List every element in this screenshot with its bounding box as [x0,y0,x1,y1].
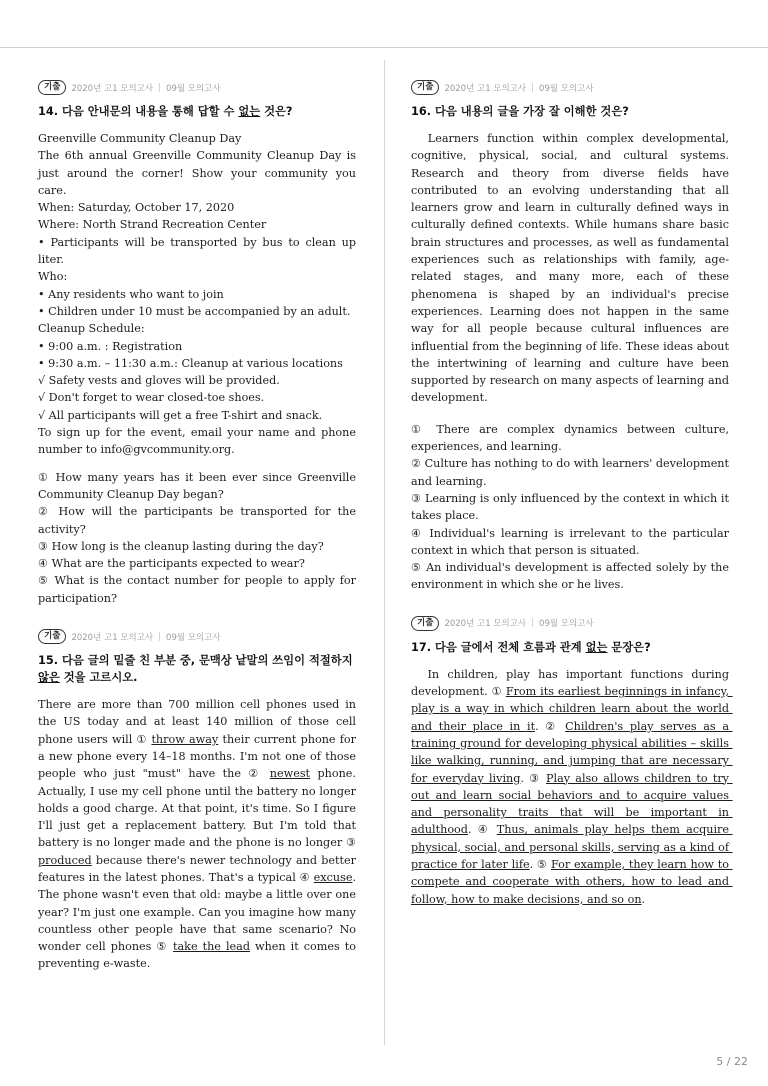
passage-segment: . The phone wasn't even that old: maybe a little over one year? I'm just one example. Can you imagine how many countless other people have that same scenario? No wonder cell phones ⑤ [38,870,356,954]
exam-month: 09월 모의고사 [166,83,221,94]
underlined-word: take the lead [173,940,250,954]
answer-option[interactable]: ⑤ An individual's development is affected solely by the environment in which she or he lives. [411,561,729,592]
notice-line: • Participants will be transported by bus to clean up liter. [38,235,356,267]
notice-line: To sign up for the event, email your name and phone number to info@gvcommunity.org. [38,426,356,457]
exam-year: 2020년 고1 모의고사 [444,619,527,630]
exam-tag-badge: 기출 [38,80,66,95]
question-title [38,103,356,120]
underlined-word: produced [38,853,92,867]
underlined-word: throw away [151,732,219,746]
notice-line: Who: [38,270,68,284]
underlined-sentence: For example, they learn how to compete and cooperate with others, how to lead and follow, how to make decisions, and so on [411,857,733,906]
title-emphasis: 없는 [238,105,261,118]
question-16 [411,80,733,594]
notice-line: • 9:30 a.m. – 11:30 a.m.: Cleanup at various locations [38,356,343,370]
passage-segment: There are more than 700 million cell phones used in the US today and at least 140 million of those cell phone users will ① [38,698,356,746]
exam-month: 09월 모의고사 [539,83,594,94]
title-text: 14. 다음 안내문의 내용을 통해 답할 수 [38,105,239,118]
notice-line: √ Safety vests and gloves will be provided. [38,374,280,388]
exam-year: 2020년 고1 모의고사 [444,83,527,94]
question-17 [411,616,733,908]
answer-option[interactable]: ⑤ What is the contact number for people to apply for participation? [38,574,356,605]
answer-option[interactable]: ② Culture has nothing to do with learners' development and learning. [411,457,730,488]
passage-segment: when it comes to preventing e-waste. [38,940,356,971]
answer-option[interactable]: ④ What are the participants expected to wear? [38,557,305,571]
passage-segment: . ⑤ [529,857,551,871]
question-meta [38,629,356,644]
answer-option[interactable]: ① How many years has it been ever since Greenville Community Cleanup Day began? [38,470,356,501]
title-text: 17. 다음 글에서 전체 흐름과 관계 [411,640,586,654]
notice-line: • Children under 10 must be accompanied by an adult. [38,304,351,318]
answer-options [38,469,356,607]
title-text: 것을 고르시오. [59,671,138,685]
answer-options [411,421,729,594]
answer-option[interactable]: ④ Individual's learning is irrelevant to the particular context in which that person is situated. [411,526,729,557]
notice-line: √ All participants will get a free T-shirt and snack. [38,408,323,422]
notice-line: Cleanup Schedule: [38,322,145,336]
passage-segment: In children, play has important functions during development. ① [411,667,733,699]
meta-separator: | [158,82,162,93]
notice-line: Where: North Strand Recreation Center [38,218,267,232]
exam-tag-badge: 기출 [411,80,439,95]
meta-separator: | [531,618,535,629]
answer-option[interactable]: ② How will the participants be transported for the activity? [38,505,356,536]
question-meta [411,616,729,631]
passage-segment: their current phone for a new phone every 14–18 months. I'm not one of those people who just "must" have the ② [38,732,356,781]
answer-option[interactable]: ③ How long is the cleanup lasting during the day? [38,539,324,553]
right-column [411,80,733,930]
title-text: 문장은? [607,640,651,654]
underlined-word: newest [269,767,311,781]
left-column [38,80,356,995]
underlined-sentence: From its earliest beginnings in infancy, play is a way in which children learn about the world and their place in it [411,685,733,733]
passage-text [411,666,733,908]
question-title [38,652,356,686]
answer-option[interactable]: ③ Learning is only influenced by the context in which it takes place. [411,491,729,523]
title-emphasis: 않은 [38,671,60,685]
notice-text [38,130,356,459]
notice-line: The 6th annual Greenville Community Cleanup Day is just around the corner! Show your community you care. [38,149,356,197]
answer-option[interactable]: ① There are complex dynamics between culture, experiences, and learning. [411,422,729,454]
passage-text [38,696,356,973]
passage-text: Learners function within complex developmental, cognitive, physical, social, and cultural systems. Research and theory from diverse fields have contributed to an evolving understanding that all learners grow and learn in culturally defined ways in culturally defined contexts. While humans share basic brain structures and processes, as well as fundamental experiences such as relationships with family, age-related stages, and many more, each of these phenomena is shaped by an individual's precise experiences. Learning does not happen in the same way for all people because cultural influences are influential from the beginning of life. These ideas about the intertwining of learning and culture have been supported by research on many aspects of learning and development. [411,132,733,405]
question-title [411,639,729,656]
title-text: 것은? [260,105,293,118]
meta-separator: | [531,82,535,93]
exam-month: 09월 모의고사 [166,632,221,643]
exam-tag-badge: 기출 [38,629,66,644]
notice-line: • Any residents who want to join [38,287,224,301]
passage-segment: . ② [535,719,566,733]
exam-year: 2020년 고1 모의고사 [71,83,154,94]
title-emphasis: 없는 [585,640,608,654]
notice-line: • 9:00 a.m. : Registration [38,339,183,353]
question-meta [411,80,729,95]
notice-line: Greenville Community Cleanup Day [38,132,242,145]
question-15 [38,629,356,973]
notice-line: When: Saturday, October 17, 2020 [38,201,235,215]
underlined-sentence: Play also allows children to try out and learn social behaviors and to acquire values and personality traits that will be important in adulthood [411,771,733,837]
column-divider [384,60,385,1045]
page-number: 5 / 22 [716,1055,748,1068]
passage-segment: . [641,892,646,906]
header-rule [0,47,768,48]
question-meta [38,80,356,95]
passage-segment: because there's newer technology and better features in the latest phones. That's a typical ④ [38,853,356,884]
question-14 [38,80,356,607]
underlined-sentence: Thus, animals play helps them acquire physical, social, and personal skills, serving as a kind of practice for later life [411,823,733,871]
underlined-sentence: Children's play serves as a training ground for developing physical abilities – skills like walking, running, and jumping that are necessary for everyday living [411,719,733,785]
exam-month: 09월 모의고사 [539,619,594,630]
title-text: 15. 다음 글의 밑줄 친 부분 중, 문맥상 낱말의 쓰임이 적절하지 [38,654,353,668]
meta-separator: | [158,631,162,642]
exam-year: 2020년 고1 모의고사 [71,632,154,643]
underlined-word: excuse [313,870,353,884]
notice-line: √ Don't forget to wear closed-toe shoes. [38,391,265,405]
passage-segment: . ④ [467,823,497,837]
exam-tag-badge: 기출 [411,616,439,631]
question-title: 16. 다음 내용의 글을 가장 잘 이해한 것은? [411,105,629,118]
passage-segment: . ③ [520,771,546,785]
passage-segment: phone. Actually, I use my cell phone until the battery no longer holds a good charge. At that point, it's time. So I figure I'll just get a replacement battery. But I'm told that battery is no longer made and the phone is no longer ③ [38,767,356,850]
